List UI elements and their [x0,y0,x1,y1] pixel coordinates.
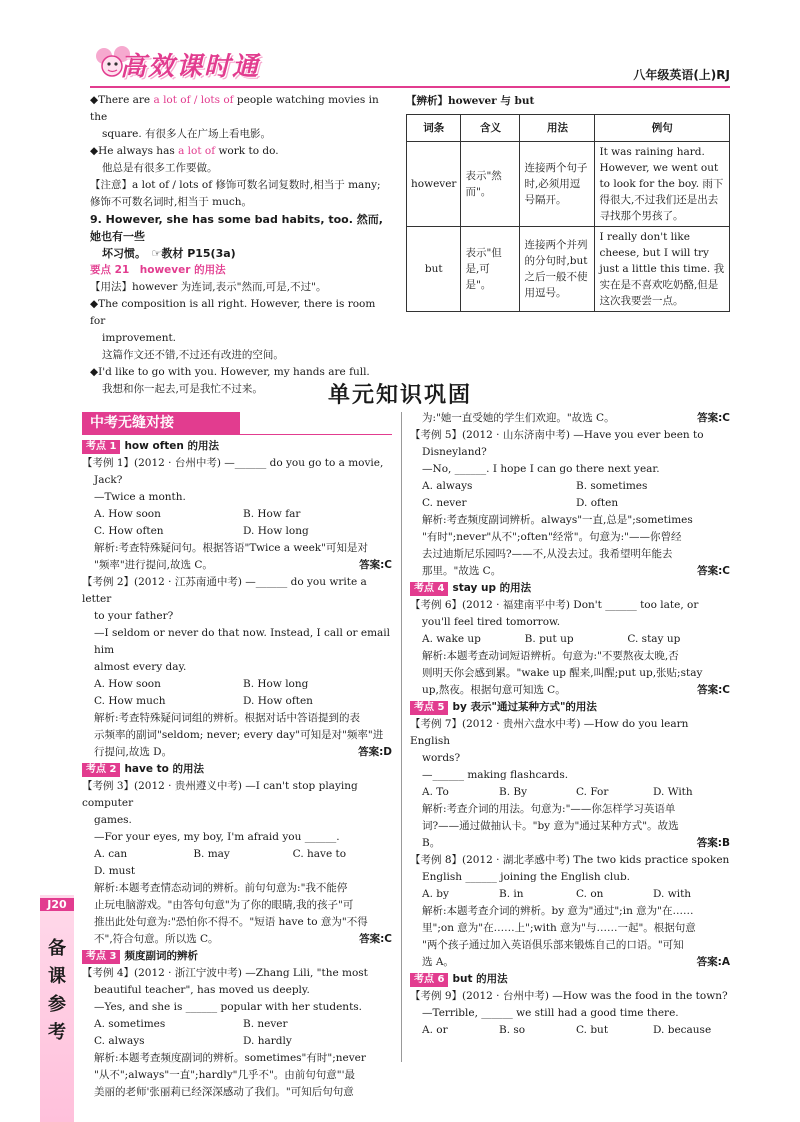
table-cell: It was raining hard. However, we went out to look for the boy. 雨下得很大,不过我们还是出去寻找那个男孩了。 [595,142,730,227]
example-line: 他总是有很多工作要做。 [102,162,218,174]
explanation-line: 去过迪斯尼乐园吗?——不,从没去过。我希望明年能去 [422,548,673,560]
explanation-line: "频率"进行提问,故选 C。 答案:C [82,557,392,574]
options-row: C. always D. hardly [94,1035,292,1047]
explanation-line: 止玩电脑游戏。"由答句句意"为了你的眼睛,我的孩子"可 [94,899,354,911]
side-char: 课 [48,966,66,987]
explanation-line: B。 答案:B [410,835,730,852]
header-divider [90,86,730,88]
question-line: 【考例 1】(2012 · 台州中考) —______ do you go to a movie, [82,457,384,469]
explanation-line: up,熬夜。根据句意可知选 C。 答案:C [410,682,730,699]
question-line: 【考例 5】(2012 · 山东济南中考) —Have you ever been to [410,429,704,441]
explanation-line: 解析:考查特殊疑问句。根据答语"Twice a week"可知是对 [94,542,368,554]
options-row: A. by B. in C. on D. with [422,888,692,900]
question-line: 【考例 8】(2012 · 湖北孝感中考) The two kids practice spoken [410,854,730,866]
left-exam-column [82,438,392,1101]
question-line: 【考例 6】(2012 · 福建南平中考) Don't ______ too late, or [410,599,699,611]
question-line: Jack? [94,474,123,486]
question-line: 【考例 4】(2012 · 浙江宁波中考) —Zhang Lili, "the most [82,967,368,979]
explanation-line: 那里。"故选 C。 答案:C [410,563,730,580]
example-line: ◆The composition is all right. However, there is room for [90,298,376,327]
options-row: A. wake up B. put up C. stay up [422,633,681,645]
question-line: games. [94,814,132,826]
textbook-ref: ☞教材 P15(3a) [151,247,236,260]
question-line: —Twice a month. [94,491,186,503]
explanation-line: 解析:本题考查动词短语辨析。句意为:"不要熬夜太晚,否 [422,650,679,662]
question-line: —______ making flashcards. [422,769,569,781]
question-line: almost every day. [94,661,187,673]
table-row [407,227,730,312]
answer: 答案:C [359,933,392,945]
table-header-row [407,115,730,142]
explanation-line: 则明天你会感到累。"wake up 醒来,叫醒;put up,张贴;stay [422,667,703,679]
options-row: A. or B. so C. but D. because [422,1024,712,1036]
explanation-line: 解析:考查特殊疑问词组的辨析。根据对话中答语提到的表 [94,712,361,724]
point-label: 考点 6 but 的用法 [410,971,730,988]
explanation-line: 词?——通过做抽认卡。"by 意为"通过某种方式"。故选 [422,820,679,832]
question-line: words? [422,752,461,764]
table-row [407,142,730,227]
point-label: 考点 5 by 表示"通过某种方式"的用法 [410,699,730,716]
explanation-line: 选 A。 答案:A [410,954,730,971]
explanation-line: 推出此处句意为:"恐怕你不得不。"短语 have to 意为"不得 [94,916,368,928]
brand-logo-text: 高效课时通 [120,52,261,82]
question-line: —Terrible, ______ we still had a good time there. [422,1007,679,1019]
note-line: 修饰不可数名词时,相当于 much。 [90,196,253,208]
options-row: D. must [94,865,136,877]
question-line: —No, ______. I hope I can go there next year. [422,463,660,475]
explanation-line: "两个孩子通过加入英语俱乐部来锻炼自己的口语。"可知 [422,939,684,951]
options-row: A. To B. By C. For D. With [422,786,693,798]
example-line: ◆I'd like to go with you. However, my hands are full. [90,366,370,378]
example-line: square. 有很多人在广场上看电影。 [102,128,272,140]
left-top-column [90,92,392,398]
point-label: 考点 4 stay up 的用法 [410,580,730,597]
options-row: C. never D. often [422,497,619,509]
page-header [0,0,800,88]
explanation-line: "有时";never"从不";often"经常"。句意为:"——你曾经 [422,531,682,543]
side-char: 考 [48,1022,66,1043]
question-line: —For your eyes, my boy, I'm afraid you ______. [94,831,340,843]
item-heading: 9. However, she has some bad habits, too. 然而,她也有一些 [90,213,383,243]
table-cell: 表示"但是,可是"。 [461,227,520,312]
question-line: 【考例 3】(2012 · 贵州遵义中考) —I can't stop playing computer [82,780,358,809]
note-line: 【注意】a lot of / lots of 修饰可数名词复数时,相当于 many; [90,179,381,191]
answer: 答案:C [359,559,392,571]
point-label: 考点 2 have to 的用法 [82,761,392,778]
question-line: —Yes, and she is ______ popular with her students. [94,1001,363,1013]
explanation-line: 为:"她一直受她的学生们欢迎。"故选 C。 答案:C [410,410,730,427]
table-cell: I really don't like cheese, but I will try just a little this time. 我实在是不喜欢吃奶酪,但是这次我要尝一点。 [595,227,730,312]
options-row: A. can B. may C. have to [94,848,347,860]
explanation-line: "从不";always"一直";hardly"几乎不"。由前句句意"'最 [94,1069,356,1081]
point-label: 考点 1 how often 的用法 [82,438,392,455]
example-line: improvement. [102,332,177,344]
explanation-line: 示频率的副词"seldom; never; every day"可知是对"频率"进 [94,729,384,741]
question-line: —I seldom or never do that now. Instead, I call or email him [94,627,391,656]
options-row: A. sometimes B. never [94,1018,288,1030]
column-header: 词条 [407,115,461,142]
explanation-line: 解析:考查介词的用法。句意为:"——你怎样学习英语单 [422,803,676,815]
explanation-line: 不",符合句意。所以选 C。 答案:C [82,931,392,948]
comparison-table [406,114,730,312]
column-header: 用法 [520,115,595,142]
usage-line: 【用法】however 为连词,表示"然而,可是,不过"。 [90,281,327,293]
side-label [46,935,68,1047]
answer: 答案:C [697,565,730,577]
side-char: 参 [48,994,66,1015]
point-label: 考点 3 频度副词的辨析 [82,948,392,965]
explanation-line: 美丽的老师'张丽莉已经深深感动了我们。"可知后句句意 [94,1086,354,1098]
explanation-line: 解析:本题考查介词的辨析。by 意为"通过";in 意为"在…… [422,905,694,917]
question-line: beautiful teacher", has moved us deeply. [94,984,310,996]
book-label: 八年级英语(上)RJ [633,68,730,82]
question-line: 【考例 9】(2012 · 台州中考) —How was the food in the town? [410,990,728,1002]
question-line: English ______ joining the English club. [422,871,631,883]
question-line: you'll feel tired tomorrow. [422,616,561,628]
table-cell: 表示"然而"。 [461,142,520,227]
options-row: A. always B. sometimes [422,480,648,492]
page-number: J20 [40,898,74,911]
answer: 答案:D [358,746,392,758]
answer: 答案:C [697,684,730,696]
options-row: C. How much D. How often [94,695,313,707]
example-line: ◆He always has a lot of work to do. [90,145,279,157]
point-heading: 要点 21 however 的用法 [90,264,226,276]
item-heading: 坏习惯。 ☞教材 P15(3a) [102,247,236,260]
right-exam-column [410,410,730,1039]
column-header: 含义 [461,115,520,142]
answer: 答案:B [696,837,730,849]
answer: 答案:C [697,412,730,424]
options-row: A. How soon B. How far [94,508,301,520]
question-line: Disneyland? [422,446,487,458]
table-title: 【辨析】however 与 but [406,95,535,107]
question-line: 【考例 2】(2012 · 江苏南通中考) —______ do you write a letter [82,576,367,605]
answer: 答案:A [696,956,730,968]
table-cell: but [407,227,461,312]
section-banner: 中考无缝对接 [82,412,240,434]
explanation-line: 里";on 意为"在……上";with 意为"与……一起"。根据句意 [422,922,696,934]
question-line: to your father? [94,610,174,622]
options-row: A. How soon B. How long [94,678,309,690]
unit-title: 单元知识巩固 [327,382,472,408]
table-cell: 连接两个并列的分句时,but 之后一般不使用逗号。 [520,227,595,312]
side-char: 备 [48,938,66,959]
table-cell: 连接两个句子时,必须用逗号隔开。 [520,142,595,227]
column-header: 例句 [595,115,730,142]
section-rule [82,434,392,435]
explanation-line: 解析:本题考查情态动词的辨析。前句句意为:"我不能停 [94,882,348,894]
options-row: C. How often D. How long [94,525,309,537]
column-divider [401,412,402,1062]
example-line: 我想和你一起去,可是我忙不过来。 [102,383,263,395]
example-line: ◆There are a lot of / lots of people watching movies in the [90,94,379,123]
explanation-line: 解析:本题考查频度副词的辨析。sometimes"有时";never [94,1052,366,1064]
explanation-line: 行提问,故选 D。 答案:D [82,744,392,761]
explanation-line: 解析:考查频度副词辨析。always"一直,总是";sometimes [422,514,693,526]
question-line: 【考例 7】(2012 · 贵州六盘水中考) —How do you learn English [410,718,689,747]
example-line: 这篇作文还不错,不过还有改进的空间。 [102,349,284,361]
table-cell: however [407,142,461,227]
